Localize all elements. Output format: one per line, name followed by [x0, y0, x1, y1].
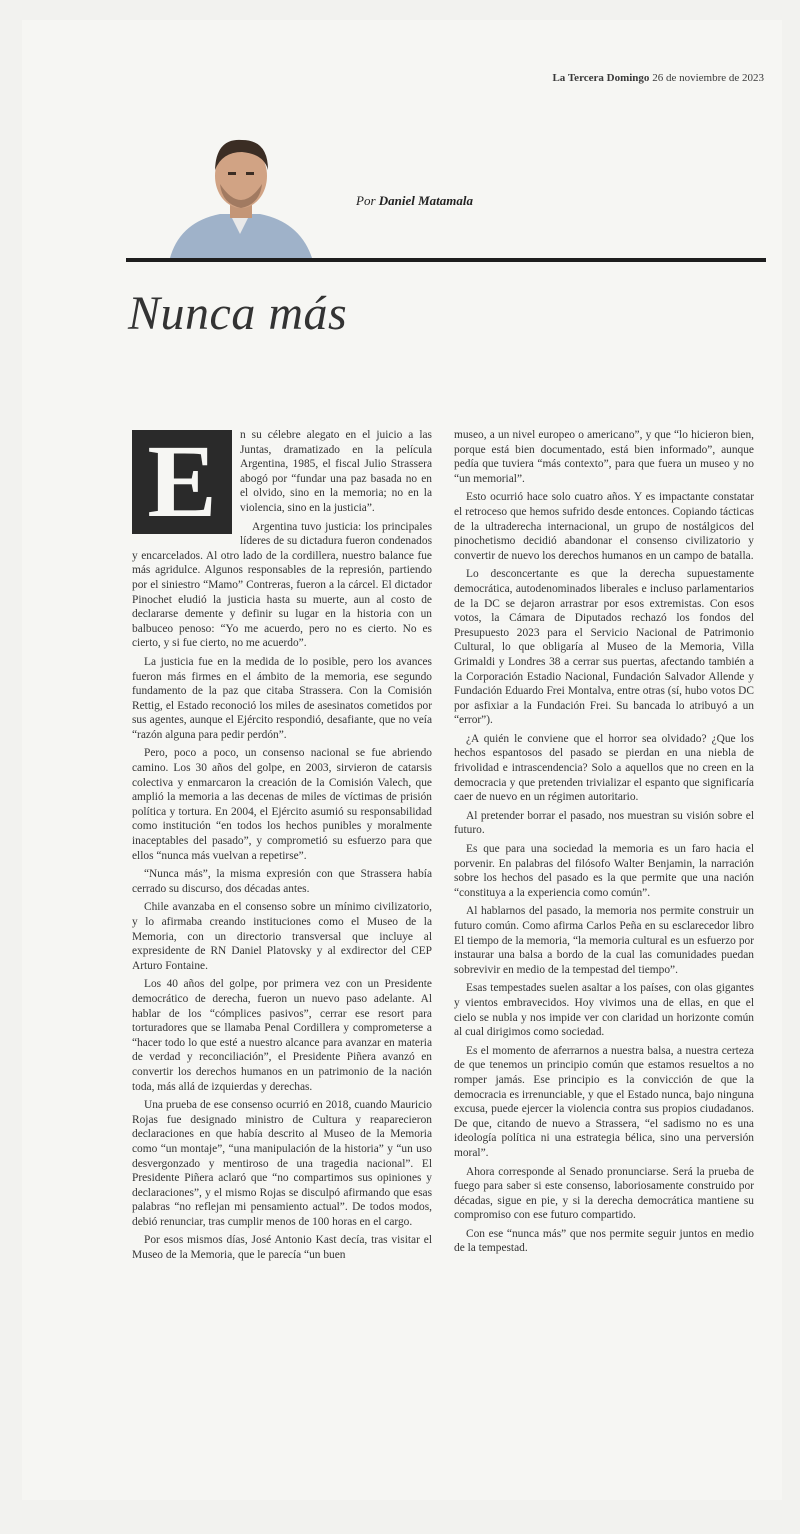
publication-name: La Tercera Domingo: [552, 72, 650, 84]
paragraph: Ahora corresponde al Senado pronunciarse. Será la prueba de fuego para saber si este consenso, laboriosamente construido por décadas, sigue en pie, y si la derecha democrática mantiene su compromiso con ese futuro compartido.: [454, 1165, 754, 1222]
paragraph: Los 40 años del golpe, por primera vez con un Presidente democrático de derecha, fueron un nuevo paso adelante. Al hablar de los “cómplices pasivos”, cerrar ese resort para torturadores que se llamaba Penal Cordillera y comprometerse a “hacer todo lo que esté a nuestro alcance para avanzar en materia de verdad y reconciliación”, el Presidente Piñera avanzó en convertir los derechos humanos en un patrimonio de la nación toda, más allá de izquierdas y derechas.: [132, 978, 432, 1093]
paragraph: “Nunca más”, la misma expresión con que Strassera había cerrado su discurso, dos décadas antes.: [132, 868, 432, 895]
publication-date: 26 de noviembre de 2023: [652, 72, 764, 84]
paragraph: Por esos mismos días, José Antonio Kast decía, tras visitar el Museo de la Memoria, que le parecía “un buen: [132, 1234, 432, 1262]
paragraph: museo, a un nivel europeo o americano”, y que “lo hicieron bien, porque está bien documentado, está bien informado”, aunque pedía que tuviera “más contexto”, para que fuera un museo y no “un memorial”.: [454, 429, 754, 485]
paragraph: Chile avanzaba en el consenso sobre un mínimo civilizatorio, y lo afirmaba creando instituciones como el Museo de la Memoria, con un directorio transversal que incluye al expresidente de RN Daniel Platovsky y al exdirector del CEP Arturo Fontaine.: [132, 901, 432, 972]
paragraph: ¿A quién le conviene que el horror sea olvidado? ¿Que los hechos espantosos del pasado se pierdan en una niebla de frivolidad e intrascendencia? Solo a aquellos que no creen en la democracia y que pretenden trivializar el espanto que significaría caer de nuevo en un régimen autoritario.: [454, 732, 754, 804]
paragraph: Es que para una sociedad la memoria es un faro hacia el porvenir. En palabras del filósofo Walter Benjamin, la narración sobre los hechos del pasado es la que permite que una nación “constituya a la experiencia como común”.: [454, 843, 754, 899]
paragraph: Lo desconcertante es que la derecha supuestamente democrática, autodenominados liberales e incluso parlamentarios de la DC se dejaron arrastrar por esos extremistas. Con esos votos, la Cámara de Diputados rechazó los fondos del Presupuesto 2023 para el Servicio Nacional de Patrimonio Cultural, lo que obligaría al Museo de la Memoria, Villa Grimaldi y Londres 38 a cerrar sus puertas, afectando también a la Corporación Estadio Nacional, Fundación Salvador Allende y Fundación Eduardo Frei Montalva, entre otras (sí, hubo votos DC por asfixiar a la Fundación Frei. Su bancada lo atribuyó a un “error”).: [454, 568, 754, 727]
byline: [356, 193, 473, 209]
paragraph: Con ese “nunca más” que nos permite seguir juntos en medio de la tempestad.: [454, 1227, 754, 1255]
paragraph: Esas tempestades suelen asaltar a los países, con olas gigantes y vientos embravecidos. Hoy vivimos una de ellas, en que el cielo se nubla y nos impide ver con claridad un horizonte común al cual dirigimos como sociedad.: [454, 982, 754, 1039]
paragraph: Al pretender borrar el pasado, nos muestran su visión sobre el futuro.: [454, 809, 754, 837]
paragraph: Una prueba de ese consenso ocurrió en 2018, cuando Mauricio Rojas fue designado ministro de Cultura y reaparecieron declaraciones en que había descrito al Museo de la Memoria como “un montaje”, “una manipulación de la historia” y “un uso desvergonzado y mentiroso de una tragedia nacional”. El Presidente Piñera aclaró que “no compartimos sus opiniones y declaraciones”, y el mismo Rojas se disculpó afirmando que esas palabras “no reflejan mi pensamiento actual”. De todos modos, debió renunciar, tras cumplir menos de 100 horas en el cargo.: [132, 1099, 432, 1228]
author-name: Daniel Matamala: [378, 193, 474, 208]
paragraph: n su célebre alegato en el juicio a las Juntas, dramatizado en la película Argentina, 1985, el fiscal Julio Strassera abogó por “fundar una paz basada no en el olvido, sino en la memoria; no en la violencia, sino en la justicia”.: [240, 429, 432, 514]
paragraph: Es el momento de aferrarnos a nuestra balsa, a nuestra certeza de que tenemos un principio común que estamos resueltos a no romper jamás. Ese principio es la convicción de que la democracia es irrenunciable, y que el Estado nunca, bajo ninguna excusa, puede ejercer la violencia contra sus propios ciudadanos. De que, citando de nuevo a Strassera, “el sadismo no es una ideología política ni una estrategia bélica, sino una perversión moral”.: [454, 1044, 754, 1159]
article-column-left: [132, 424, 432, 1267]
paragraph: La justicia fue en la medida de lo posible, pero los avances fueron más firmes en el ámbito de la memoria, ese segundo fundamento de la paz que citaba Strassera. Con la Comisión Rettig, el Estado reconoció los miles de asesinatos cometidos por sus agentes, aunque el Ejército respondió, desafiante, que no veía “razón alguna para pedir perdón”.: [132, 655, 432, 741]
author-portrait: [160, 130, 320, 258]
paragraph: Argentina tuvo justicia: los principales líderes de su dictadura fueron condenados y encarcelados. Al otro lado de la cordillera, nuestro balance fue más agridulce. Algunos responsables de la represión, partiendo por el siniestro “Mamo” Contreras, fueron a la cárcel. El dictador Pinochet eludió la justicia hasta su muerte, aun al costo de declararse demente y definir su lugar en la historia con un balbuceo penoso: “Yo me acuerdo, pero no es cierto. No es cierto, y si fue cierto, no me acuerdo”.: [132, 520, 432, 650]
page-header: [552, 72, 764, 84]
paragraph: Esto ocurrió hace solo cuatro años. Y es impactante constatar el retroceso que hemos sufrido desde entonces. Copiando tácticas de la ultraderecha internacional, un grupo de nostálgicos del pinochetismo decidió abandonar el consenso civilizatorio y convertir de nuevo los derechos humanos en un campo de batalla.: [454, 491, 754, 562]
headline: Nunca más: [128, 287, 348, 340]
paragraph: Al hablarnos del pasado, la memoria nos permite construir un futuro común. Como afirma Carlos Peña en su esclarecedor libro El tiempo de la memoria, “la memoria cultural es un esfuerzo por instaurar una balsa a bordo de la cual las comunidades puedan sobrevivir en medio de la tempestad del tiempo”.: [454, 905, 754, 976]
byline-prefix: Por: [356, 193, 376, 208]
article-column-right: [454, 428, 754, 1260]
header-rule: [126, 258, 766, 262]
drop-cap: E: [132, 430, 232, 534]
paragraph: Pero, poco a poco, un consenso nacional se fue abriendo camino. Los 30 años del golpe, en 2003, sirvieron de catarsis colectiva y enmarcaron la creación de la Comisión Valech, que amplió la memoria a las decenas de miles de víctimas de prisión política y tortura. En 2004, el Ejército asumió su responsabilidad como institución “en todos los hechos punibles y moralmente inaceptables del pasado”, y comprometió su esfuerzo para que ellos “nunca más vuelvan a repetirse”.: [132, 747, 432, 862]
